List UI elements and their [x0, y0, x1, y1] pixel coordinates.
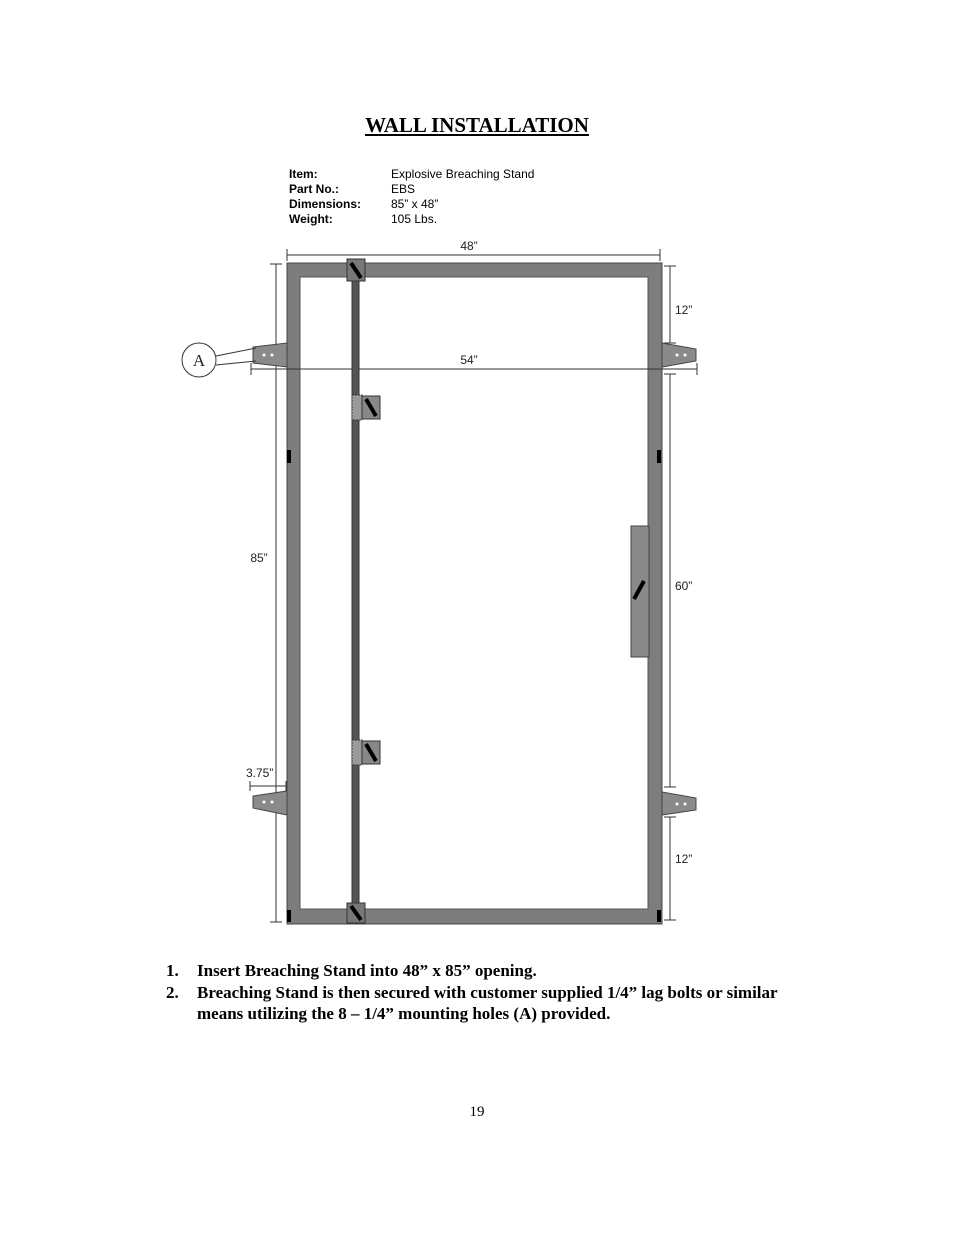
latch-plate: [631, 526, 649, 657]
spec-key: Part No.:: [289, 182, 340, 196]
instruction-step: [166, 960, 806, 982]
mounting-tab-left-bottom: [253, 791, 287, 815]
step-text: Insert Breaching Stand into 48” x 85” opening.: [197, 961, 537, 980]
height-dimension-label: 85”: [250, 551, 268, 565]
mounting-tab-right-top: [662, 343, 696, 367]
hinge-upper: [352, 395, 380, 420]
middle-span-label: 60”: [675, 579, 693, 593]
tab-dimension-label: 3.75”: [246, 766, 274, 780]
spec-value: 85” x 48”: [391, 197, 439, 211]
instruction-step: [166, 982, 806, 1025]
step-number: 2.: [166, 982, 179, 1002]
tab-dimension: [250, 781, 286, 791]
step-number: 1.: [166, 961, 179, 980]
width-dimension-label: 48”: [460, 239, 478, 253]
hinge-top: [347, 259, 365, 281]
hinge-rod: [352, 270, 359, 918]
top-offset-label: 12”: [675, 303, 693, 317]
page-title: WALL INSTALLATION: [365, 113, 589, 137]
spec-value: Explosive Breaching Stand: [391, 167, 535, 181]
spec-key: Item:: [289, 167, 318, 181]
hinge-bottom: [347, 903, 365, 923]
spec-key: Weight:: [289, 212, 333, 226]
page-number: 19: [469, 1104, 485, 1120]
spec-value: 105 Lbs.: [391, 212, 438, 226]
spec-key: Dimensions:: [289, 197, 362, 211]
hinge-lower: [352, 740, 380, 765]
callout-a-label: A: [192, 351, 206, 370]
bottom-offset-label: 12”: [675, 852, 693, 866]
spec-value: EBS: [391, 182, 416, 196]
mounting-tab-left-top: [253, 343, 287, 367]
instruction-list: [166, 960, 806, 1025]
step-text: Breaching Stand is then secured with customer supplied 1/4” lag bolts or similar means utilizing the 8 – 1/4” mounting holes (A) provided.: [197, 982, 778, 1023]
mounting-tab-right-bottom: [662, 792, 696, 815]
span-dimension-label: 54”: [460, 353, 478, 367]
